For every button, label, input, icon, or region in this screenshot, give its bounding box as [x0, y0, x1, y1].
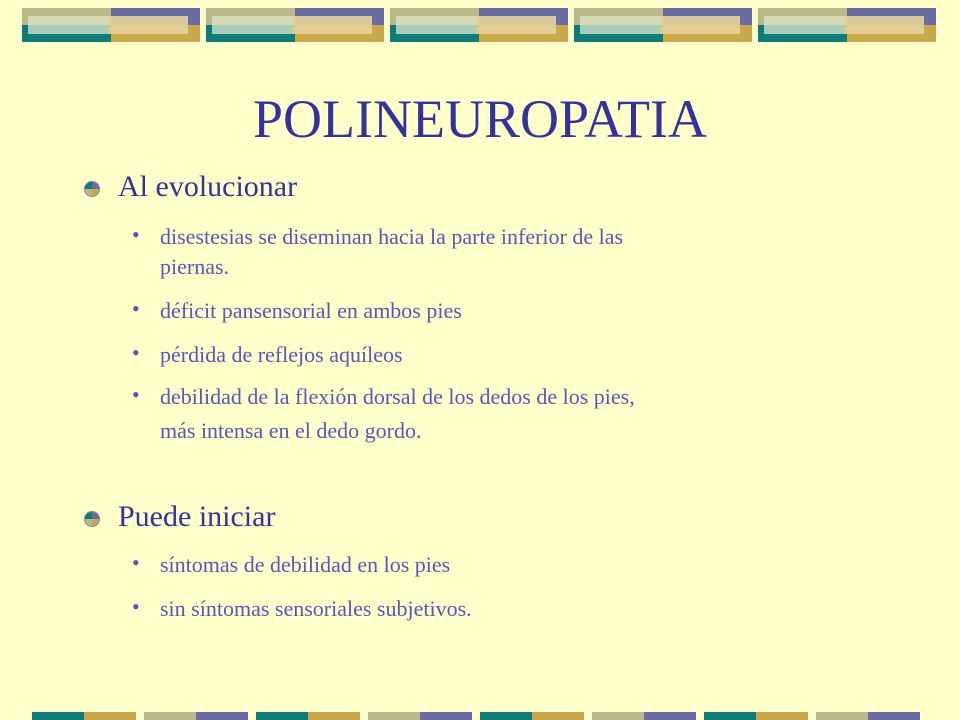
list-item: pérdida de reflejos aquíleos	[160, 342, 403, 367]
section-heading: Puede iniciar	[118, 500, 276, 533]
list-item: síntomas de debilidad en los pies	[160, 552, 451, 577]
list-item: disestesias se diseminan hacia la parte inferior de las	[160, 224, 624, 249]
bullet-dot-icon: •	[132, 296, 140, 321]
bullet-dot-icon: •	[132, 550, 140, 575]
bullet-sphere-icon	[84, 511, 100, 527]
list-item: debilidad de la flexión dorsal de los dedos de los pies,	[160, 384, 635, 409]
bottom-decorative-band	[32, 712, 960, 720]
list-item-continuation: más intensa en el dedo gordo.	[160, 418, 422, 443]
list-item: sin síntomas sensoriales subjetivos.	[160, 596, 472, 621]
section-heading: Al evolucionar	[118, 170, 298, 203]
bullet-dot-icon: •	[132, 594, 140, 619]
list-item: déficit pansensorial en ambos pies	[160, 298, 462, 323]
slide-title: POLINEUROPATIA	[252, 89, 708, 149]
bullet-sphere-icon	[84, 181, 100, 197]
decor-tile	[206, 8, 384, 42]
bullet-dot-icon: •	[132, 382, 140, 407]
decor-tile	[758, 8, 936, 42]
top-decorative-band	[0, 0, 960, 48]
bullet-dot-icon: •	[132, 222, 140, 247]
decor-tile	[390, 8, 568, 42]
decor-tile	[22, 8, 200, 42]
bullet-dot-icon: •	[132, 340, 140, 365]
list-item-continuation: piernas.	[160, 254, 230, 279]
decor-tile	[574, 8, 752, 42]
